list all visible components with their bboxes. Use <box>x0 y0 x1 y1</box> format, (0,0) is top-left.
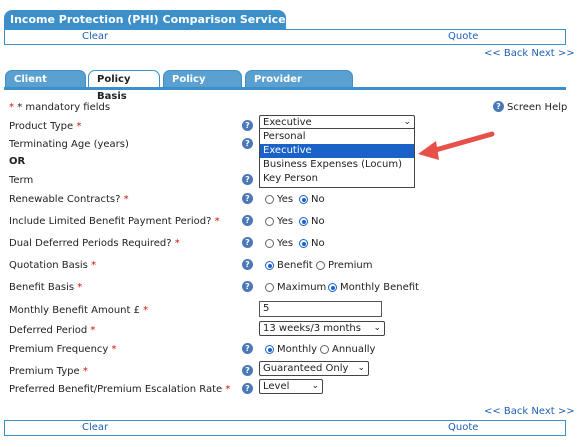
help-icon[interactable]: ? <box>242 383 253 394</box>
premium-type-label: Premium Type * <box>9 366 88 377</box>
term-label: Term <box>9 175 34 186</box>
benefit-maximum-label: Maximum <box>277 282 327 293</box>
premium-annually-label: Annually <box>332 344 376 355</box>
help-icon[interactable]: ? <box>242 174 253 185</box>
back-link[interactable]: << Back <box>484 48 529 59</box>
limited-benefit-yes-radio[interactable] <box>265 217 274 226</box>
help-icon[interactable]: ? <box>242 138 253 149</box>
quotation-benefit-radio[interactable] <box>265 261 274 270</box>
back-link-bottom[interactable]: << Back <box>484 406 529 417</box>
dual-deferred-yes-radio[interactable] <box>265 239 274 248</box>
help-icon[interactable]: ? <box>242 193 253 204</box>
help-icon[interactable]: ? <box>242 120 253 131</box>
dropdown-option-personal[interactable]: Personal <box>263 131 306 142</box>
product-type-label: Product Type * <box>9 121 82 132</box>
monthly-benefit-label: Monthly Benefit Amount £ * <box>9 305 149 316</box>
premium-type-select[interactable]: Guaranteed Only ⌄ <box>259 361 369 376</box>
quotation-basis-label: Quotation Basis * <box>9 260 97 271</box>
limited-benefit-no-radio[interactable] <box>299 217 308 226</box>
tab-provider-selection[interactable]: Provider Selection <box>245 70 353 87</box>
top-action-bar <box>4 29 566 45</box>
limited-benefit-yes-label: Yes <box>277 216 294 227</box>
dual-deferred-no-label: No <box>311 238 325 249</box>
bottom-nav <box>484 406 575 417</box>
next-link-bottom[interactable]: Next >> <box>531 406 575 417</box>
premium-frequency-label: Premium Frequency * <box>9 344 117 355</box>
dropdown-option-business-expenses[interactable]: Business Expenses (Locum) <box>263 159 402 170</box>
clear-link-bottom[interactable]: Clear <box>82 422 109 433</box>
renewable-no-label: No <box>311 194 325 205</box>
quote-link-bottom[interactable]: Quote <box>448 422 479 433</box>
benefit-maximum-radio[interactable] <box>265 283 274 292</box>
benefit-basis-label: Benefit Basis * <box>9 282 83 293</box>
help-icon[interactable]: ? <box>242 215 253 226</box>
tabs-underline <box>4 87 566 90</box>
escalation-label: Preferred Benefit/Premium Escalation Rate * <box>9 384 231 395</box>
limited-benefit-no-label: No <box>311 216 325 227</box>
help-icon[interactable]: ? <box>493 101 504 112</box>
benefit-monthly-radio[interactable] <box>328 283 337 292</box>
limited-benefit-label: Include Limited Benefit Payment Period? * <box>9 216 220 227</box>
top-nav <box>484 48 575 59</box>
dropdown-option-key-person[interactable]: Key Person <box>263 173 318 184</box>
renewable-label: Renewable Contracts? * <box>9 194 129 205</box>
quote-link[interactable]: Quote <box>448 31 479 42</box>
deferred-period-label: Deferred Period * <box>9 325 96 336</box>
renewable-yes-label: Yes <box>277 194 294 205</box>
bottom-action-bar <box>4 420 566 436</box>
dual-deferred-yes-label: Yes <box>277 238 294 249</box>
help-icon[interactable]: ? <box>242 259 253 270</box>
mandatory-note: * * mandatory fields <box>9 102 111 113</box>
tab-policy-basis[interactable]: Policy Basis <box>88 70 160 88</box>
chevron-down-icon: ⌄ <box>311 381 319 391</box>
tab-client-details[interactable]: Client Details <box>5 70 86 87</box>
next-link[interactable]: Next >> <box>531 48 575 59</box>
premium-monthly-label: Monthly <box>277 344 318 355</box>
chevron-down-icon: ⌄ <box>403 117 411 127</box>
quotation-benefit-label: Benefit <box>277 260 313 271</box>
annotation-arrow-icon <box>410 126 500 166</box>
premium-monthly-radio[interactable] <box>265 345 274 354</box>
quotation-premium-label: Premium <box>328 260 373 271</box>
chevron-down-icon: ⌄ <box>373 323 381 333</box>
dual-deferred-label: Dual Deferred Periods Required? * <box>9 238 180 249</box>
premium-annually-radio[interactable] <box>320 345 329 354</box>
dual-deferred-no-radio[interactable] <box>299 239 308 248</box>
monthly-benefit-input[interactable]: 5 <box>259 301 382 317</box>
benefit-monthly-label: Monthly Benefit <box>340 282 419 293</box>
escalation-select[interactable]: Level ⌄ <box>259 379 323 394</box>
screen-help-link[interactable]: Screen Help <box>507 102 568 113</box>
renewable-yes-radio[interactable] <box>265 195 274 204</box>
dropdown-option-executive[interactable]: Executive <box>260 144 414 158</box>
help-icon[interactable]: ? <box>242 281 253 292</box>
product-type-dropdown <box>259 128 415 188</box>
app-title: Income Protection (PHI) Comparison Service <box>4 10 286 29</box>
quotation-premium-radio[interactable] <box>316 261 325 270</box>
help-icon[interactable]: ? <box>242 365 253 376</box>
product-type-select[interactable]: Executive ⌄ <box>259 115 415 130</box>
or-label: OR <box>9 156 26 167</box>
terminating-age-label: Terminating Age (years) <box>9 139 129 150</box>
tab-policy-details[interactable]: Policy Details <box>163 70 242 87</box>
deferred-period-select[interactable]: 13 weeks/3 months ⌄ <box>259 321 385 336</box>
clear-link[interactable]: Clear <box>82 31 109 42</box>
chevron-down-icon: ⌄ <box>357 363 365 373</box>
help-icon[interactable]: ? <box>242 343 253 354</box>
renewable-no-radio[interactable] <box>299 195 308 204</box>
help-icon[interactable]: ? <box>242 237 253 248</box>
